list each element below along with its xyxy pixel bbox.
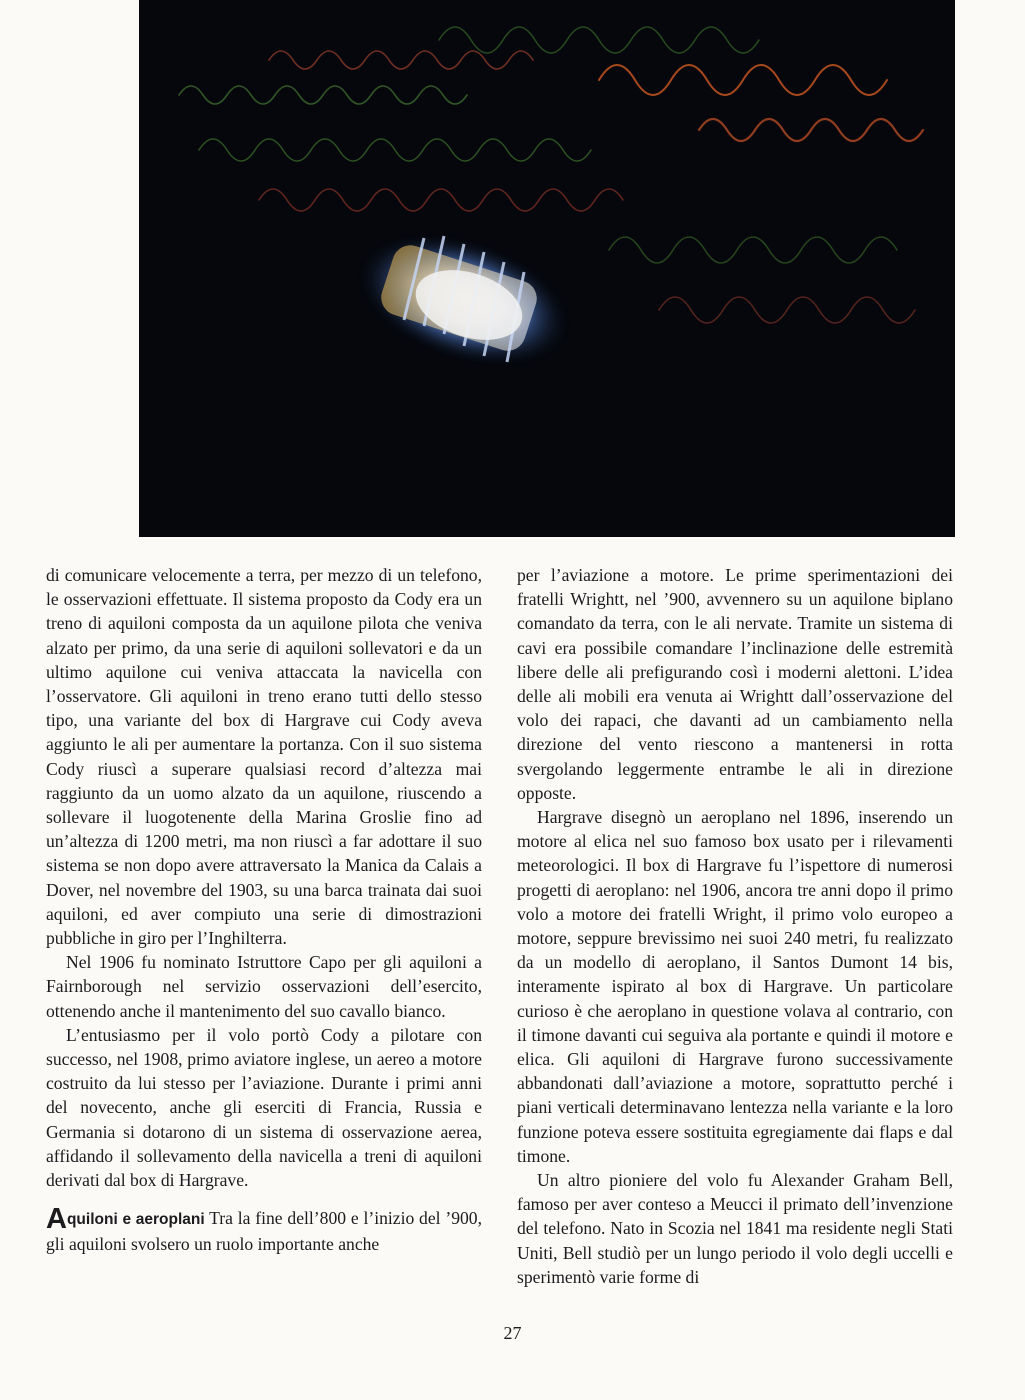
section-heading-rest: quiloni e aeroplani [66,1211,205,1229]
body-paragraph: per l’aviazione a motore. Le prime sperimentazioni dei fratelli Wrightt, nel ’900, avvennero su un aquilone biplano comandato da terra, con le ali nervate. Tramite un sistema di cavi era possibile comandare l’inclinazione delle estremità libere delle ali prefigurando così i moderni alettoni. L’idea delle ali mobili era venuta ai Wrightt dall’osservazione del volo dei rapaci, che davanti ad un cambiamento nella direzione del vento riescono a mantenersi in rotta svergolando leggermente entrambe le ali in direzione opposte. [517,565,953,803]
body-paragraph: Nel 1906 fu nominato Istruttore Capo per gli aquiloni a Fairnborough nel servizio osservazioni dell’esercito, ottenendo anche il mantenimento del suo cavallo bianco. [46,952,482,1021]
section-heading [46,1203,205,1236]
left-text-column [46,563,482,1257]
page-number: 27 [503,1323,522,1343]
section-text: Tra la fine dell’800 e l’inizio del ’900, gli aquiloni svolsero un ruolo importante anche [46,1208,482,1255]
body-paragraph: L’entusiasmo per il volo portò Cody a pilotare con successo, nel 1908, primo aviatore inglese, un aereo a motore costruito da lui stesso per l’aviazione. Durante i primi anni del novecento, anche gli eserciti di Francia, Russia e Germania si dotarono di un sistema di osservazione aerea, affidando il sollevamento della navicella a treni di aquiloni derivati dal box di Hargrave. [46,1024,482,1191]
body-paragraph: Un altro pioniere del volo fu Alexander Graham Bell, famoso per aver conteso a Meucci il primato dell’invenzione del telefono. Nato in Scozia nel 1841 ma residente negli Stati Uniti, Bell studiò per un lungo periodo il volo degli uccelli e sperimentò varie forme di [517,1170,953,1287]
night-kite-photo [139,0,955,537]
body-paragraph: Hargrave disegnò un aeroplano nel 1896, inserendo un motore al elica nel suo famoso box usato per i rilevamenti meteorologici. Il box di Hargrave fu l’ispettore di numerosi progetti di aeroplano: nel 1906, ancora tre anni dopo il primo volo a motore dei fratelli Wright, il primo volo europeo a motore, seppure brevissimo nei suoi 240 metri, fu realizzato da un modello di aeroplano, il Santos Dumont 14 bis, interamente ispirato al box di Hargrave. Un particolare curioso è che aeroplano in questione volava al contrario, con il timone davanti cui seguiva ala portante e quindi il motore e elica. Gli aquiloni di Hargrave furono successivamente abbandonati dall’aviazione a motore, soprattutto perché i piani verticali determinavano lentezza nella variante e la loro funzione poteva essere sostituita egregiamente dai flaps e dal timone. [517,807,953,1166]
section-paragraph [46,1203,482,1256]
right-text-column [517,563,953,1289]
drop-cap: A [46,1203,67,1236]
body-paragraph: di comunicare velocemente a terra, per mezzo di un telefono, le osservazioni effettuate. Il sistema proposto da Cody era un treno di aquiloni composta da un aquilone pilota che veniva alzato per primo, da una serie di aquiloni sollevatori e da un ultimo aquilone cui veniva attaccata la navicella con l’osservatore. Gli aquiloni in treno erano tutti dello stesso tipo, una variante del box di Hargrave cui Cody aveva aggiunto le ali per aumentare la portanza. Con il suo sistema Cody riuscì a superare qualsiasi record d’altezza mai raggiunto da un uomo alzato da un aquilone, riuscendo a sollevare il luogotenente della Marina Groslie fino ad un’altezza di 1200 metri, ma non riuscì a far adottare il suo sistema se non dopo avere attraversato la Manica da Calais a Dover, nel novembre del 1903, su una barca trainata dai suoi aquiloni, ed aver compiuto una serie di dimostrazioni pubbliche in giro per l’Inghilterra. [46,565,482,949]
